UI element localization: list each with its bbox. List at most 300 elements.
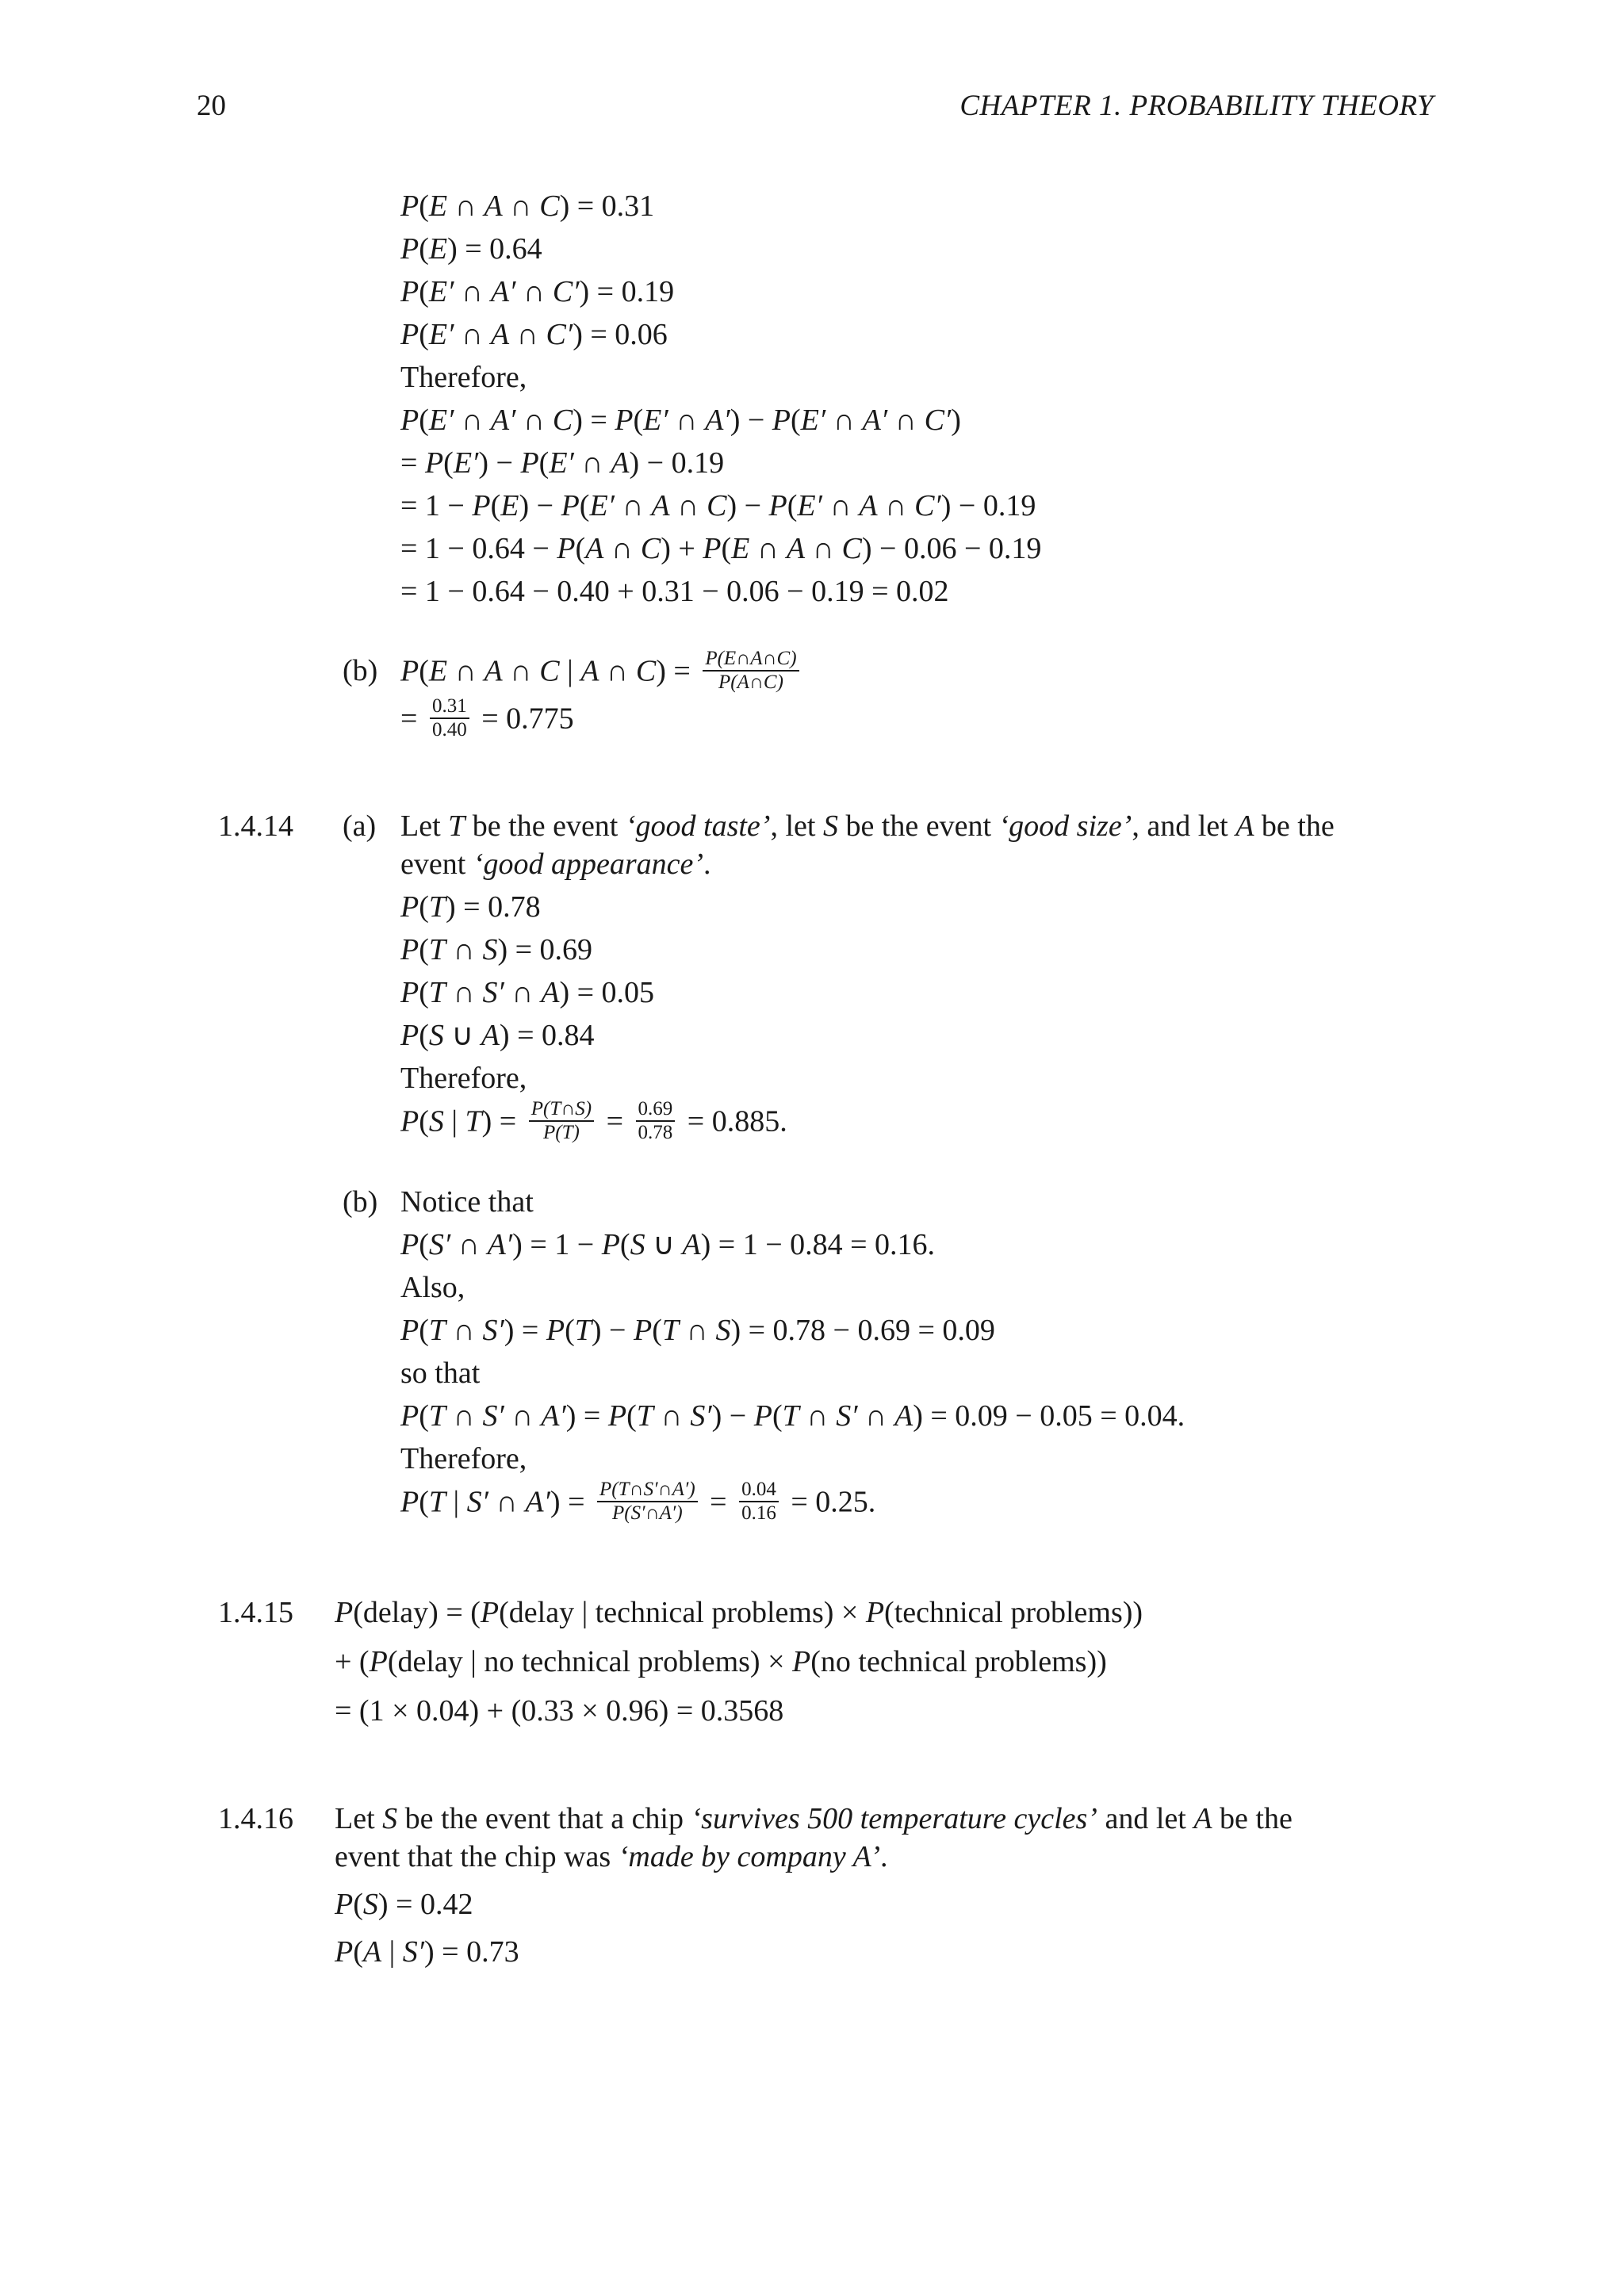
text-run: ∩ [504, 1399, 542, 1433]
math-symbol: ‘good taste’ [625, 809, 771, 843]
text-run: ∩ [454, 318, 491, 351]
text-run: ) = 0.78 − 0.69 = 0.09 [730, 1314, 995, 1347]
text-run: ( [419, 1104, 429, 1138]
math-symbol: T [428, 976, 446, 1009]
text-run: ) + [661, 532, 703, 565]
fraction-denominator: P(S′∩A′) [612, 1502, 683, 1524]
fraction [703, 649, 799, 693]
math-symbol: P [400, 318, 419, 351]
text-run: be the event that a chip [397, 1802, 691, 1835]
math-symbol: P [400, 1019, 419, 1052]
text-run: be the [1212, 1802, 1293, 1835]
text-run: ( [490, 489, 501, 522]
fraction-denominator: 0.78 [638, 1122, 673, 1143]
text-run: = [400, 702, 425, 736]
math-symbol: A [682, 1228, 701, 1261]
math-symbol: P [335, 1935, 354, 1969]
fraction [597, 1479, 698, 1524]
text-run: ∩ [447, 654, 485, 688]
math-symbol: A′ [490, 275, 516, 308]
math-symbol: E [428, 232, 448, 266]
math-symbol: C [539, 654, 560, 688]
text-run: ) − 0.19 [940, 489, 1036, 522]
text-run: = 1 − 0.64 − [400, 532, 557, 565]
text-run: ) = [550, 1485, 593, 1519]
text-run: ) = 0.31 [559, 189, 655, 223]
math-symbol: A′ [862, 404, 888, 437]
math-symbol: A′ [541, 1399, 566, 1433]
text-run: ∩ [488, 1485, 526, 1519]
text-run: ∩ [599, 654, 636, 688]
equation-line [400, 807, 1335, 845]
text-run: ) − [730, 404, 772, 437]
text-run: ( [419, 232, 429, 266]
text-run: ∩ [446, 1314, 483, 1347]
text-run: event [400, 848, 473, 881]
part-label: (a) [343, 809, 377, 843]
fraction [636, 1099, 676, 1143]
fraction [739, 1479, 779, 1524]
math-symbol: C′ [914, 489, 941, 522]
math-symbol: S [630, 1228, 645, 1261]
text-run: Let [400, 809, 449, 843]
text-run: ) − [711, 1399, 754, 1433]
math-symbol: P [546, 1314, 565, 1347]
fraction-denominator: 0.40 [431, 719, 467, 740]
text-run: ∩ [805, 532, 842, 565]
math-symbol: C [841, 532, 862, 565]
running-header [197, 89, 1434, 136]
math-symbol: A′ [525, 1485, 550, 1519]
math-symbol: T [428, 1485, 446, 1519]
math-symbol: T [428, 1399, 446, 1433]
text-run: (delay | no technical problems) × [387, 1645, 793, 1678]
text-run: ( [353, 1935, 363, 1969]
math-symbol: S [715, 1314, 731, 1347]
text-run: ∩ [668, 404, 706, 437]
text-run: ( [579, 489, 590, 522]
equation-line [400, 187, 654, 225]
equation-line [400, 530, 1041, 568]
equation-line [400, 845, 711, 883]
equation-line [400, 444, 724, 482]
equation-line [400, 487, 1036, 525]
math-symbol: P [615, 404, 634, 437]
text-run: Therefore, [400, 361, 527, 394]
text-run: ) = [481, 1104, 524, 1138]
text-run: so that [400, 1357, 481, 1390]
part-label: (b) [343, 1185, 378, 1219]
text-run: ) = 0.19 [579, 275, 675, 308]
equation-line [335, 1800, 1293, 1838]
text-run: ∩ [502, 189, 540, 223]
equation-line [400, 572, 949, 610]
math-symbol: S [482, 933, 498, 966]
equation-line [335, 1885, 473, 1923]
math-symbol: P [480, 1596, 500, 1629]
fraction [529, 1099, 594, 1143]
text-run: ( [419, 1019, 429, 1052]
text-run: ) − [726, 489, 769, 522]
math-symbol: P [335, 1596, 354, 1629]
text-run: ( [565, 1314, 575, 1347]
math-symbol: A [894, 1399, 914, 1433]
math-symbol: S′ [482, 1314, 504, 1347]
math-symbol: A′ [487, 1228, 513, 1261]
text-run: ∩ [515, 275, 553, 308]
text-run: Also, [400, 1271, 465, 1304]
math-symbol: S [822, 809, 838, 843]
text-run: ∩ [502, 654, 540, 688]
text-run: be the [1254, 809, 1335, 843]
math-symbol: E′ [428, 404, 454, 437]
text-run: = [599, 1104, 631, 1138]
text-run: ∩ [447, 189, 485, 223]
text-run: ∩ [450, 1228, 488, 1261]
text-run: ∩ [877, 489, 915, 522]
fraction-denominator: 0.16 [741, 1502, 776, 1524]
math-symbol: T [465, 1104, 482, 1138]
equation-line [400, 695, 574, 744]
text-run: = 1 − 0.64 − 0.40 + 0.31 − 0.06 − 0.19 = 0.02 [400, 575, 949, 608]
equation-line [335, 1594, 1143, 1632]
math-symbol: P [400, 1104, 419, 1138]
text-run: . [703, 848, 711, 881]
text-run: ) − 0.06 − 0.19 [861, 532, 1042, 565]
equation-line [400, 1397, 1185, 1435]
text-run: ∩ [603, 532, 641, 565]
math-symbol: P [520, 446, 539, 480]
text-run: ) = [504, 1314, 546, 1347]
equation-line [400, 230, 542, 268]
equation-line [400, 401, 961, 439]
text-run: ( [419, 890, 429, 924]
math-symbol: E [731, 532, 750, 565]
text-run: = [702, 1485, 735, 1519]
equation-line [400, 974, 654, 1012]
text-run: ∩ [614, 489, 652, 522]
text-run: = (1 × 0.04) + (0.33 × 0.96) = 0.3568 [335, 1694, 784, 1728]
math-symbol: E [428, 189, 448, 223]
text-run: ∩ [573, 446, 611, 480]
text-run: ∩ [515, 404, 553, 437]
math-symbol: T [448, 809, 465, 843]
text-run: ( [772, 1399, 783, 1433]
text-run: ( [787, 489, 798, 522]
problem-number: 1.4.14 [218, 809, 293, 843]
equation-line [335, 1838, 888, 1876]
math-symbol: P [772, 404, 791, 437]
math-symbol: ‘made by company A’ [618, 1840, 880, 1873]
math-symbol: A [651, 489, 670, 522]
fraction-numerator: 0.31 [430, 696, 469, 719]
text-run: be the event [465, 809, 626, 843]
equation-line [400, 648, 804, 696]
text-run: ( [419, 189, 429, 223]
equation-line [400, 273, 674, 311]
math-symbol: C [539, 189, 560, 223]
text-run: ∩ [504, 976, 542, 1009]
math-symbol: E′ [800, 404, 826, 437]
text-run: = [400, 446, 425, 480]
text-run: ( [419, 976, 429, 1009]
math-symbol: C [552, 404, 573, 437]
text-run: ∩ [825, 404, 863, 437]
text-run: be the event [837, 809, 999, 843]
math-symbol: ‘good appearance’ [473, 848, 703, 881]
text-run: ) [951, 404, 961, 437]
text-run: ∩ [679, 1314, 716, 1347]
math-symbol: E [428, 654, 448, 688]
text-run: ( [419, 1314, 429, 1347]
math-symbol: T [661, 1314, 679, 1347]
math-symbol: ‘survives 500 temperature cycles’ [691, 1802, 1097, 1835]
text-run: ) = 0.06 [573, 318, 668, 351]
text-run: = 0.885. [680, 1104, 787, 1138]
math-symbol: P [472, 489, 491, 522]
text-run: ( [419, 1399, 429, 1433]
fraction [430, 696, 469, 740]
fraction-denominator: P(T) [543, 1122, 580, 1143]
math-symbol: P [607, 1399, 627, 1433]
math-symbol: P [400, 1485, 419, 1519]
text-run: event that the chip was [335, 1840, 619, 1873]
math-symbol: E′ [643, 404, 668, 437]
equation-line [335, 1643, 1107, 1681]
text-run: + ( [335, 1645, 370, 1678]
text-run: ( [575, 532, 586, 565]
math-symbol: A [611, 446, 630, 480]
math-symbol: P [400, 189, 419, 223]
math-symbol: E′ [428, 275, 454, 308]
math-symbol: C [635, 654, 657, 688]
math-symbol: T [574, 1314, 592, 1347]
text-run: ( [791, 404, 801, 437]
math-symbol: E′ [589, 489, 615, 522]
math-symbol: P [400, 275, 419, 308]
text-run: (no technical problems)) [810, 1645, 1107, 1678]
text-run: ) = 0.84 [499, 1019, 595, 1052]
text-run: ( [652, 1314, 662, 1347]
math-symbol: P [400, 976, 419, 1009]
math-symbol: P [335, 1888, 354, 1921]
text-run: Let [335, 1802, 383, 1835]
text-run: ) − [478, 446, 521, 480]
math-symbol: P [753, 1399, 772, 1433]
math-symbol: S′ [836, 1399, 858, 1433]
text-run: ) = 1 − 0.84 = 0.16. [700, 1228, 936, 1261]
math-symbol: E′ [453, 446, 479, 480]
math-symbol: P [400, 654, 419, 688]
text-run: ∩ [653, 1399, 691, 1433]
text-run: ( [419, 404, 429, 437]
text-run: ) − [519, 489, 561, 522]
math-symbol: S [382, 1802, 398, 1835]
equation-line [400, 1479, 876, 1527]
math-symbol: C′ [546, 318, 573, 351]
math-symbol: A′ [490, 404, 516, 437]
text-run: ∩ [446, 1399, 483, 1433]
text-run: ( [633, 404, 644, 437]
equation-line [335, 1692, 783, 1730]
math-symbol: P [400, 404, 419, 437]
equation-line [400, 1269, 465, 1307]
text-run: = 0.25. [783, 1485, 876, 1519]
text-run: ) = 1 − [512, 1228, 602, 1261]
text-run: = 0.775 [473, 702, 574, 736]
math-symbol: T [428, 890, 446, 924]
math-symbol: P [424, 446, 444, 480]
text-run: ) = [573, 404, 615, 437]
text-run: ( [353, 1888, 363, 1921]
text-run: and let [1097, 1802, 1194, 1835]
equation-line [400, 1183, 534, 1221]
text-run: (delay | technical problems) × [499, 1596, 866, 1629]
fraction-numerator: 0.04 [739, 1479, 779, 1502]
math-symbol: C [707, 489, 727, 522]
text-run: ( [419, 1485, 429, 1519]
chapter-title: CHAPTER 1. PROBABILITY THEORY [959, 90, 1434, 122]
math-symbol: S [428, 1104, 444, 1138]
text-run: ( [419, 933, 429, 966]
text-run: ∪ [443, 1019, 481, 1052]
text-run: ∩ [822, 489, 860, 522]
text-run: ( [538, 446, 550, 480]
math-symbol: A [1235, 809, 1254, 843]
math-symbol: A [580, 654, 599, 688]
math-symbol: P [768, 489, 787, 522]
text-run: ∩ [669, 489, 707, 522]
math-symbol: P [601, 1228, 620, 1261]
math-symbol: T [428, 1314, 446, 1347]
text-run: ( [619, 1228, 630, 1261]
fraction-denominator: P(A∩C) [718, 672, 783, 693]
text-run: ∩ [446, 933, 483, 966]
math-symbol: P [369, 1645, 388, 1678]
math-symbol: A [481, 1019, 500, 1052]
text-run: Therefore, [400, 1442, 527, 1475]
math-symbol: P [633, 1314, 653, 1347]
math-symbol: S′ [466, 1485, 488, 1519]
equation-line [400, 1440, 527, 1478]
math-symbol: C [640, 532, 661, 565]
equation-line [400, 1354, 480, 1392]
text-run: | [559, 654, 581, 688]
math-symbol: E′ [428, 318, 454, 351]
math-symbol: P [561, 489, 580, 522]
math-symbol: S′ [482, 976, 504, 1009]
math-symbol: A [484, 189, 503, 223]
text-run: ) − [591, 1314, 634, 1347]
text-run: ( [419, 275, 429, 308]
equation-line [400, 1059, 527, 1097]
math-symbol: A [362, 1935, 382, 1969]
text-run: ∩ [887, 404, 925, 437]
math-symbol: P [792, 1645, 811, 1678]
math-symbol: E′ [549, 446, 574, 480]
part-label: (b) [343, 654, 378, 687]
math-symbol: S′ [690, 1399, 712, 1433]
math-symbol: P [400, 232, 419, 266]
fraction-numerator: P(T∩S) [529, 1099, 594, 1122]
math-symbol: S′ [482, 1399, 504, 1433]
math-symbol: A [1193, 1802, 1212, 1835]
math-symbol: T [428, 933, 446, 966]
math-symbol: P [703, 532, 722, 565]
math-symbol: A [786, 532, 806, 565]
text-run: ∩ [446, 976, 483, 1009]
math-symbol: P [400, 1314, 419, 1347]
text-run: ∪ [645, 1228, 683, 1261]
text-run: , let [770, 809, 823, 843]
problem-number: 1.4.15 [218, 1596, 293, 1629]
text-run: ∩ [509, 318, 546, 351]
math-symbol: A [585, 532, 604, 565]
text-run: | [443, 1104, 465, 1138]
text-run: ∩ [454, 275, 491, 308]
text-run: Therefore, [400, 1062, 527, 1095]
fraction-numerator: P(T∩S′∩A′) [597, 1479, 698, 1502]
text-run: | [446, 1485, 467, 1519]
equation-line [400, 1098, 787, 1146]
text-run: . [880, 1840, 888, 1873]
equation-line [400, 888, 541, 926]
math-symbol: P [400, 1399, 419, 1433]
text-run: ( [419, 318, 429, 351]
math-symbol: S′ [428, 1228, 451, 1261]
text-run: ) = 0.78 [446, 890, 541, 924]
math-symbol: A [490, 318, 510, 351]
text-run: ∩ [799, 1399, 837, 1433]
text-run: ) = [656, 654, 699, 688]
text-run: ( [443, 446, 454, 480]
math-symbol: P [400, 1228, 419, 1261]
text-run: ) = [565, 1399, 608, 1433]
problem-number: 1.4.16 [218, 1802, 293, 1835]
math-symbol: C′ [924, 404, 952, 437]
text-run: ) − 0.19 [629, 446, 725, 480]
text-run: Notice that [400, 1185, 534, 1219]
text-run: ( [626, 1399, 637, 1433]
text-run: ) = 0.05 [559, 976, 655, 1009]
text-run: ) = 0.64 [447, 232, 542, 266]
math-symbol: P [400, 933, 419, 966]
math-symbol: A [484, 654, 503, 688]
math-symbol: S′ [402, 1935, 425, 1969]
text-run: ( [721, 532, 732, 565]
equation-line [400, 1311, 995, 1349]
text-run: | [381, 1935, 403, 1969]
equation-line [400, 931, 592, 969]
math-symbol: ‘good size’ [998, 809, 1132, 843]
text-run: ) = 0.73 [424, 1935, 519, 1969]
math-symbol: T [782, 1399, 799, 1433]
text-run: ∩ [454, 404, 491, 437]
text-run: (technical problems)) [884, 1596, 1143, 1629]
text-run: ) = 0.42 [377, 1888, 473, 1921]
math-symbol: T [636, 1399, 653, 1433]
text-run: , and let [1132, 809, 1236, 843]
text-run: (delay) = ( [353, 1596, 481, 1629]
equation-line [400, 316, 668, 354]
math-symbol: C′ [552, 275, 580, 308]
math-symbol: P [400, 890, 419, 924]
math-symbol: S [362, 1888, 378, 1921]
text-run: = 1 − [400, 489, 473, 522]
math-symbol: E′ [797, 489, 822, 522]
math-symbol: P [557, 532, 576, 565]
math-symbol: A [541, 976, 560, 1009]
